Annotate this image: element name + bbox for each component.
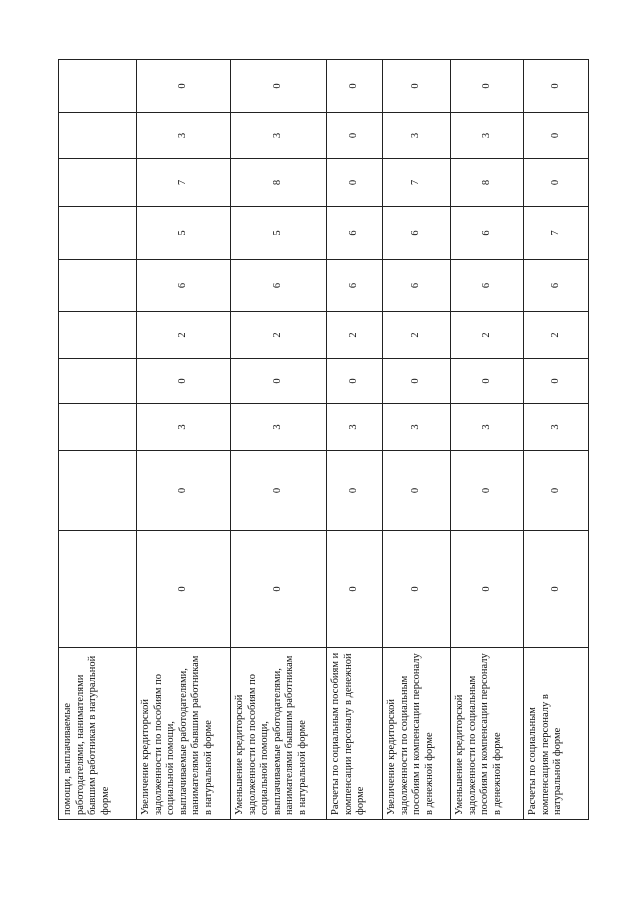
table-cell (59, 260, 137, 312)
table-cell (59, 531, 137, 648)
table-cell: 3 (231, 113, 327, 159)
table-cell: 3 (451, 113, 524, 159)
table-cell: 6 (451, 207, 524, 260)
table-row (524, 60, 589, 820)
table-cell: 0 (451, 531, 524, 648)
table-row (327, 60, 383, 820)
table-cell: 0 (451, 359, 524, 404)
row-description: помощи, выплачиваемые работодателями, нанимателями бывшим работникам в натуральной форме (59, 648, 137, 820)
table-cell: 6 (327, 207, 383, 260)
table-cell (59, 60, 137, 113)
table-cell: 0 (524, 113, 589, 159)
table-cell (59, 113, 137, 159)
table-row (383, 60, 451, 820)
table-cell: 7 (137, 159, 231, 207)
rotated-table-wrapper (58, 60, 588, 820)
table-cell: 0 (327, 359, 383, 404)
row-description: Расчеты по социальным компенсациям персоналу в натуральной форме (524, 648, 589, 820)
table-cell: 2 (231, 312, 327, 359)
table-cell (59, 359, 137, 404)
table-cell: 2 (137, 312, 231, 359)
table-row (137, 60, 231, 820)
table-cell: 0 (327, 531, 383, 648)
table-cell: 6 (231, 260, 327, 312)
row-description: Расчеты по социальным пособиям и компенсации персоналу в денежной форме (327, 648, 383, 820)
table-cell: 3 (137, 404, 231, 451)
table-cell: 6 (451, 260, 524, 312)
table-cell: 0 (137, 531, 231, 648)
table-cell: 3 (327, 404, 383, 451)
table-cell: 0 (524, 451, 589, 531)
table-cell: 0 (231, 359, 327, 404)
table-cell: 5 (231, 207, 327, 260)
table-cell (59, 159, 137, 207)
table-cell: 3 (383, 113, 451, 159)
accounts-table (58, 59, 589, 820)
table-cell: 6 (524, 260, 589, 312)
row-description: Уменьшение кредиторской задолженности по социальным пособиям и компенсации персоналу в денежной форме (451, 648, 524, 820)
table-cell: 0 (137, 451, 231, 531)
table-cell: 3 (231, 404, 327, 451)
table-cell: 0 (231, 451, 327, 531)
table-cell: 2 (327, 312, 383, 359)
table-cell: 0 (383, 60, 451, 113)
table-cell: 0 (383, 359, 451, 404)
table-cell: 0 (231, 531, 327, 648)
table-cell: 0 (231, 60, 327, 113)
table-cell: 6 (383, 207, 451, 260)
table-cell: 0 (524, 359, 589, 404)
table-cell: 0 (327, 451, 383, 531)
row-description: Увеличение кредиторской задолженности по социальным пособиям и компенсации персоналу в денежной форме (383, 648, 451, 820)
table-cell (59, 207, 137, 260)
table-row (231, 60, 327, 820)
table-cell: 2 (524, 312, 589, 359)
table-cell: 0 (383, 451, 451, 531)
table-cell: 0 (451, 60, 524, 113)
row-description: Увеличение кредиторской задолженности по пособиям по социальной помощи, выплачиваемые работодателями, нанимателями бывшим работникам в натуральной форме (137, 648, 231, 820)
table-cell: 8 (451, 159, 524, 207)
table-row (451, 60, 524, 820)
table-cell (59, 404, 137, 451)
table-cell: 0 (524, 531, 589, 648)
table-cell: 6 (137, 260, 231, 312)
table-cell: 5 (137, 207, 231, 260)
table-cell: 3 (137, 113, 231, 159)
table-cell (59, 451, 137, 531)
table-cell: 3 (451, 404, 524, 451)
table-cell: 0 (327, 159, 383, 207)
table-cell: 2 (451, 312, 524, 359)
table-cell: 6 (383, 260, 451, 312)
table-cell: 0 (524, 159, 589, 207)
table-cell: 0 (137, 60, 231, 113)
table-cell: 0 (524, 60, 589, 113)
table-cell: 0 (137, 359, 231, 404)
row-description: Уменьшение кредиторской задолженности по пособиям по социальной помощи, выплачиваемые работодателями, нанимателями бывшим работникам в натуральной форме (231, 648, 327, 820)
table-cell: 3 (524, 404, 589, 451)
table-cell: 0 (451, 451, 524, 531)
table-cell: 7 (524, 207, 589, 260)
table-cell: 6 (327, 260, 383, 312)
table-cell: 8 (231, 159, 327, 207)
table-row (59, 60, 137, 820)
table-cell: 0 (327, 113, 383, 159)
table-cell: 7 (383, 159, 451, 207)
table-cell: 0 (383, 531, 451, 648)
table-cell: 3 (383, 404, 451, 451)
table-cell (59, 312, 137, 359)
table-cell: 0 (327, 60, 383, 113)
table-cell: 2 (383, 312, 451, 359)
